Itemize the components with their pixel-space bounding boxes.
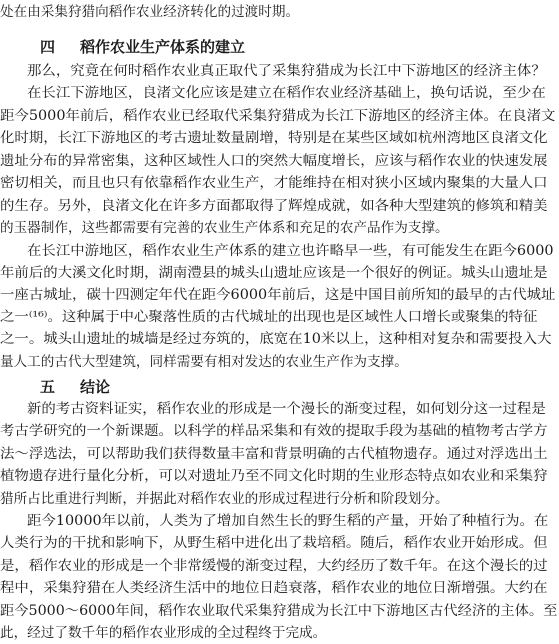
paragraph-line: 之一。城头山遗址的城墙是经过夯筑的，底宽在10米以上，这种相对复杂和需要投入大 <box>0 331 552 347</box>
section-number: 五 <box>40 378 56 396</box>
paragraph-line: 距今10000年以前，人类为了增加自然生长的野生稻的产量，开始了种植行为。在 <box>27 513 549 529</box>
paragraph-line: 距今5000～6000年间，稻作农业取代采集狩猎成为长江中下游地区古代经济的主体。至 <box>0 603 558 619</box>
paragraph-line: 植物遗存进行量化分析，可以对遗址乃至不同文化时期的生业形态特点如农业和采集狩 <box>0 468 548 484</box>
paragraph-line: 新的考古资料证实，稻作农业的形成是一个漫长的渐变过程，如何划分这一过程是 <box>27 401 546 417</box>
paragraph-line: 量人工的古代大型建筑，同样需要有相对发达的农业生产作为支撑。 <box>0 354 408 370</box>
paragraph-line: 此，经过了数千年的稻作农业形成的全过程终于完成。 <box>0 625 327 641</box>
paragraph-line: 程中，采集狩猎在人类经济生活中的地位日趋衰落，稻作农业的地位日渐增强。大约在 <box>0 580 548 596</box>
paragraph-line: 化时期，长江下游地区的考古遗址数量剧增，特别是在某些区域如杭州湾地区良渚文化 <box>0 130 548 146</box>
paragraph-line: 一座古城址，碳十四测定年代在距今6000年前后，这是中国目前所知的最早的古代城址 <box>0 287 556 303</box>
paragraph-line: 之一⁽¹⁶⁾。这种属于中心聚落性质的古代城址的出现也是区域性人口增长或聚集的特征 <box>0 309 538 325</box>
paragraph-line: 是，稻作农业的形成是一个非常缓慢的渐变过程，大约经历了数千年。在这个漫长的过 <box>0 558 548 574</box>
section-heading <box>40 35 245 59</box>
paragraph-line: 那么，究竟在何时稻作农业真正取代了采集狩猎成为长江中下游地区的经济主体？ <box>27 63 546 79</box>
paragraph-line: 的生存。另外，良渚文化在许多方面都取得了辉煌成就，如各种大型建筑的修筑和精美 <box>0 198 548 214</box>
section-heading <box>40 375 110 399</box>
paragraph-line: 的玉器制作，这些都需要有完善的农业生产体系和充足的农产品作为支撑。 <box>0 220 449 236</box>
section-number: 四 <box>40 38 56 56</box>
paragraph-line: 猎所占比重进行判断，并据此对稻作农业的形成过程进行分析和阶段划分。 <box>0 491 449 507</box>
section-title: 稻作农业生产体系的建立 <box>80 38 246 56</box>
paragraph-line: 考古学研究的一个新课题。以科学的样品采集和有效的提取手段为基础的植物考古学方 <box>0 423 548 439</box>
paragraph-line: 法～浮选法，可以帮助我们获得数量丰富和背景明确的古代植物遗存。通过对浮选出土 <box>0 446 548 462</box>
paragraph-line: 在长江下游地区，良渚文化应该是建立在稻作农业经济基础上，换句话说，至少在 <box>27 85 546 101</box>
paragraph-line: 年前后的大溪文化时期，湖南澧县的城头山遗址应该是一个很好的例证。城头山遗址是 <box>0 265 548 281</box>
text-line: 处在由采集狩猎向稻作农业经济转化的过渡时期。 <box>0 4 300 20</box>
paragraph-line: 密切相关，而且也只有依靠稻作农业生产，才能维持在相对狭小区域内聚集的大量人口 <box>0 175 548 191</box>
paragraph-line: 遗址分布的异常密集，这种区域性人口的突然大幅度增长，应该与稻作农业的快速发展 <box>0 153 548 169</box>
paragraph-line: 在长江中游地区，稻作农业生产体系的建立也许略早一些，有可能发生在距今6000 <box>27 243 554 259</box>
paragraph-line: 人类行为的干扰和影响下，从野生稻中进化出了栽培稻。随后，稻作农业开始形成。但 <box>0 535 548 551</box>
paragraph-line: 距今5000年前后，稻作农业已经取代采集狩猎成为长江下游地区的经济主体。在良渚文 <box>0 108 556 124</box>
section-title: 结论 <box>80 378 111 396</box>
